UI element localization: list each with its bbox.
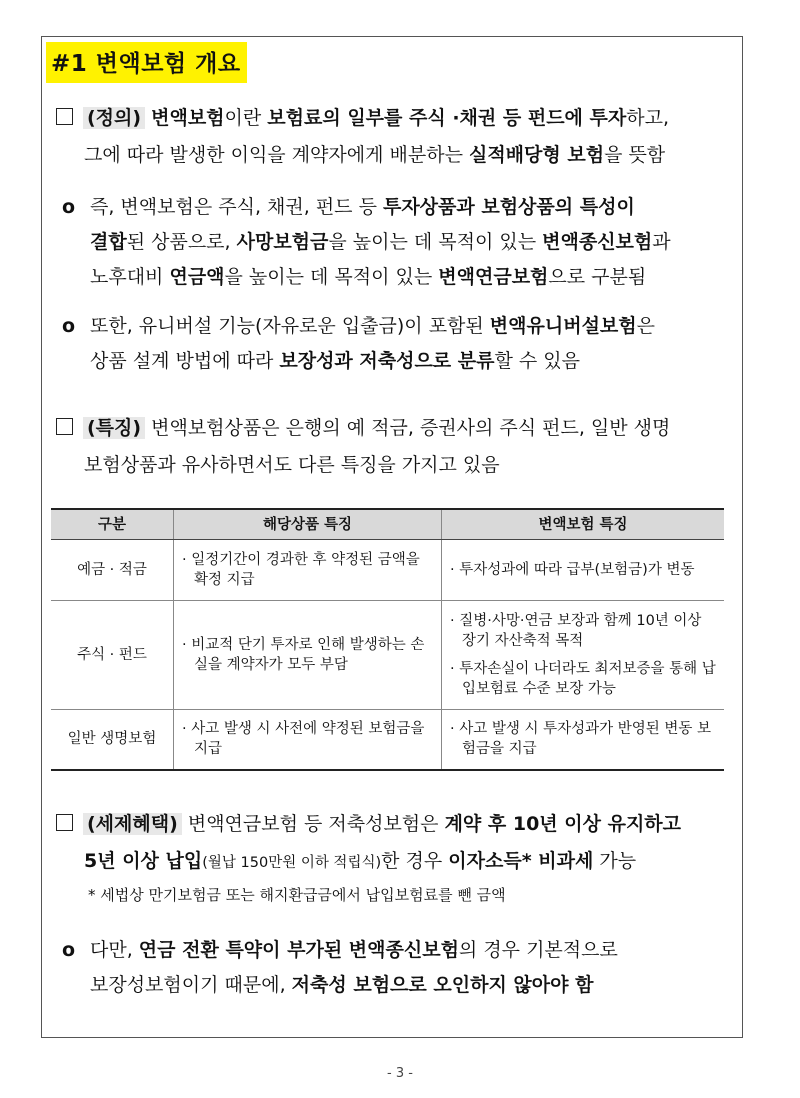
bullet-2-line-1 [62, 309, 655, 344]
text: 상품 설계 방법에 따라 [90, 350, 280, 372]
variable-feature-cell [442, 601, 725, 710]
page-number: - 3 - [387, 1066, 413, 1081]
text-strong: 보장성과 저축성으로 분류 [279, 350, 495, 372]
section-definition [56, 100, 669, 174]
square-bullet-icon [56, 814, 73, 831]
text: 이란 [224, 107, 268, 129]
text: 으로 구분됨 [548, 266, 647, 288]
text-strong: 이자소득* 비과세 [448, 850, 594, 872]
cell-item: · 일정기간이 경과한 후 약정된 금액을 확정 지급 [182, 552, 420, 588]
text: 된 상품으로, [126, 231, 237, 253]
text: 보험상품과 유사하면서도 다른 특징을 가지고 있음 [84, 454, 500, 476]
text-strong: 투자상품과 보험상품의 특성이 [382, 196, 635, 218]
text-strong: 연금액 [169, 266, 225, 288]
table-row [51, 601, 724, 710]
row-category: 예금 · 적금 [51, 540, 174, 601]
circle-bullet-icon: o [62, 315, 76, 337]
cell-item: · 질병·사망·연금 보장과 함께 10년 이상 장기 자산축적 목적 [450, 613, 702, 649]
text: 을 뜻함 [604, 144, 666, 166]
definition-line-1 [56, 100, 669, 137]
bullet-1 [62, 190, 671, 295]
circle-bullet-icon: o [62, 939, 76, 961]
text-strong: 변액연금보험 [438, 266, 549, 288]
text: 변액보험상품은 은행의 예 적금, 증권사의 주식 펀드, 일반 생명 [151, 417, 671, 439]
table-header-row [51, 509, 724, 540]
cell-item: · 투자손실이 나더라도 최저보증을 통해 납입보험료 수준 보장 가능 [450, 661, 716, 697]
bullet-3-line-1 [62, 933, 618, 968]
text: 은 [636, 315, 655, 337]
variable-feature-cell [442, 540, 725, 601]
bullet-3 [62, 933, 618, 1003]
text: 다만, [90, 939, 139, 961]
text: 노후대비 [90, 266, 170, 288]
bullet-2-line-2 [62, 344, 655, 379]
definition-tag: (정의) [83, 107, 145, 129]
cell-item: · 사고 발생 시 사전에 약정된 보험금을 지급 [182, 721, 425, 758]
square-bullet-icon [56, 108, 73, 125]
bullet-3-line-2 [62, 968, 618, 1003]
tax-line-1 [56, 806, 681, 843]
text-strong: 보험료의 일부를 주식 ·채권 등 펀드에 투자 [267, 107, 627, 129]
text-strong: 사망보험금 [236, 231, 329, 253]
text: 하고, [626, 107, 669, 129]
circle-bullet-icon: o [62, 196, 76, 218]
product-feature-cell [174, 601, 442, 710]
text: 한 경우 [381, 850, 449, 872]
page-title: #1 변액보험 개요 [46, 42, 247, 83]
text: 그에 따라 발생한 이익을 계약자에게 배분하는 [84, 144, 469, 166]
bullet-1-line-1 [62, 190, 671, 225]
variable-feature-cell [442, 710, 725, 770]
tax-line-2 [56, 843, 681, 882]
text: 을 높이는 데 목적이 있는 [328, 231, 543, 253]
row-category: 주식 · 펀드 [51, 601, 174, 710]
text: 과 [652, 231, 671, 253]
table-row [51, 710, 724, 770]
text-strong: 저축성 보험으로 오인하지 않아야 함 [291, 974, 594, 996]
product-feature-cell [174, 710, 442, 770]
text-strong: 실적배당형 보험 [468, 144, 605, 166]
text: 또한, 유니버설 기능(자유로운 입출금)이 포함된 [90, 315, 490, 337]
table-header: 구분 [51, 509, 174, 540]
text: 가능 [593, 850, 637, 872]
table-row [51, 540, 724, 601]
text-strong: 연금 전환 특약이 부가된 변액종신보험 [138, 939, 459, 961]
text-strong: 변액보험 [151, 107, 225, 129]
section-tax [56, 806, 681, 882]
text: 변액연금보험 등 저축성보험은 [181, 813, 445, 835]
bullet-2 [62, 309, 655, 379]
cell-item: · 사고 발생 시 투자성과가 반영된 변동 보험금을 지급 [450, 721, 711, 758]
text: 할 수 있음 [494, 350, 580, 372]
product-feature-cell [174, 540, 442, 601]
features-line-1 [56, 410, 670, 447]
features-line-2 [56, 447, 670, 484]
cell-item: · 비교적 단기 투자로 인해 발생하는 손실을 계약자가 모두 부담 [182, 637, 425, 673]
text: 즉, 변액보험은 주식, 채권, 펀드 등 [90, 196, 383, 218]
title-block [46, 42, 247, 83]
cell-item: · 투자성과에 따라 급부(보험금)가 변동 [450, 562, 695, 578]
text-strong: 5년 이상 납입 [84, 850, 203, 872]
text: 보장성보험이기 때문에, [90, 974, 292, 996]
tax-tag: (세제혜택) [83, 813, 182, 835]
footnote: * 세법상 만기보험금 또는 해지환급금에서 납입보험료를 뺀 금액 [88, 886, 506, 904]
section-features [56, 410, 670, 484]
table-header: 변액보험 특징 [442, 509, 725, 540]
text: 의 경우 기본적으로 [458, 939, 618, 961]
square-bullet-icon [56, 418, 73, 435]
text-strong: 변액유니버설보험 [489, 315, 637, 337]
features-tag: (특징) [83, 417, 145, 439]
bullet-1-line-2 [62, 225, 671, 260]
comparison-table [51, 508, 724, 771]
definition-line-2 [56, 137, 669, 174]
bullet-1-line-3 [62, 260, 671, 295]
table-header: 해당상품 특징 [174, 509, 442, 540]
text-small: (월납 150만원 이하 적립식) [202, 855, 382, 871]
text: 을 높이는 데 목적이 있는 [224, 266, 439, 288]
text-strong: 변액종신보험 [542, 231, 653, 253]
text-strong: 결합 [90, 231, 127, 253]
row-category: 일반 생명보험 [51, 710, 174, 770]
text-strong: 계약 후 10년 이상 유지하고 [444, 813, 682, 835]
